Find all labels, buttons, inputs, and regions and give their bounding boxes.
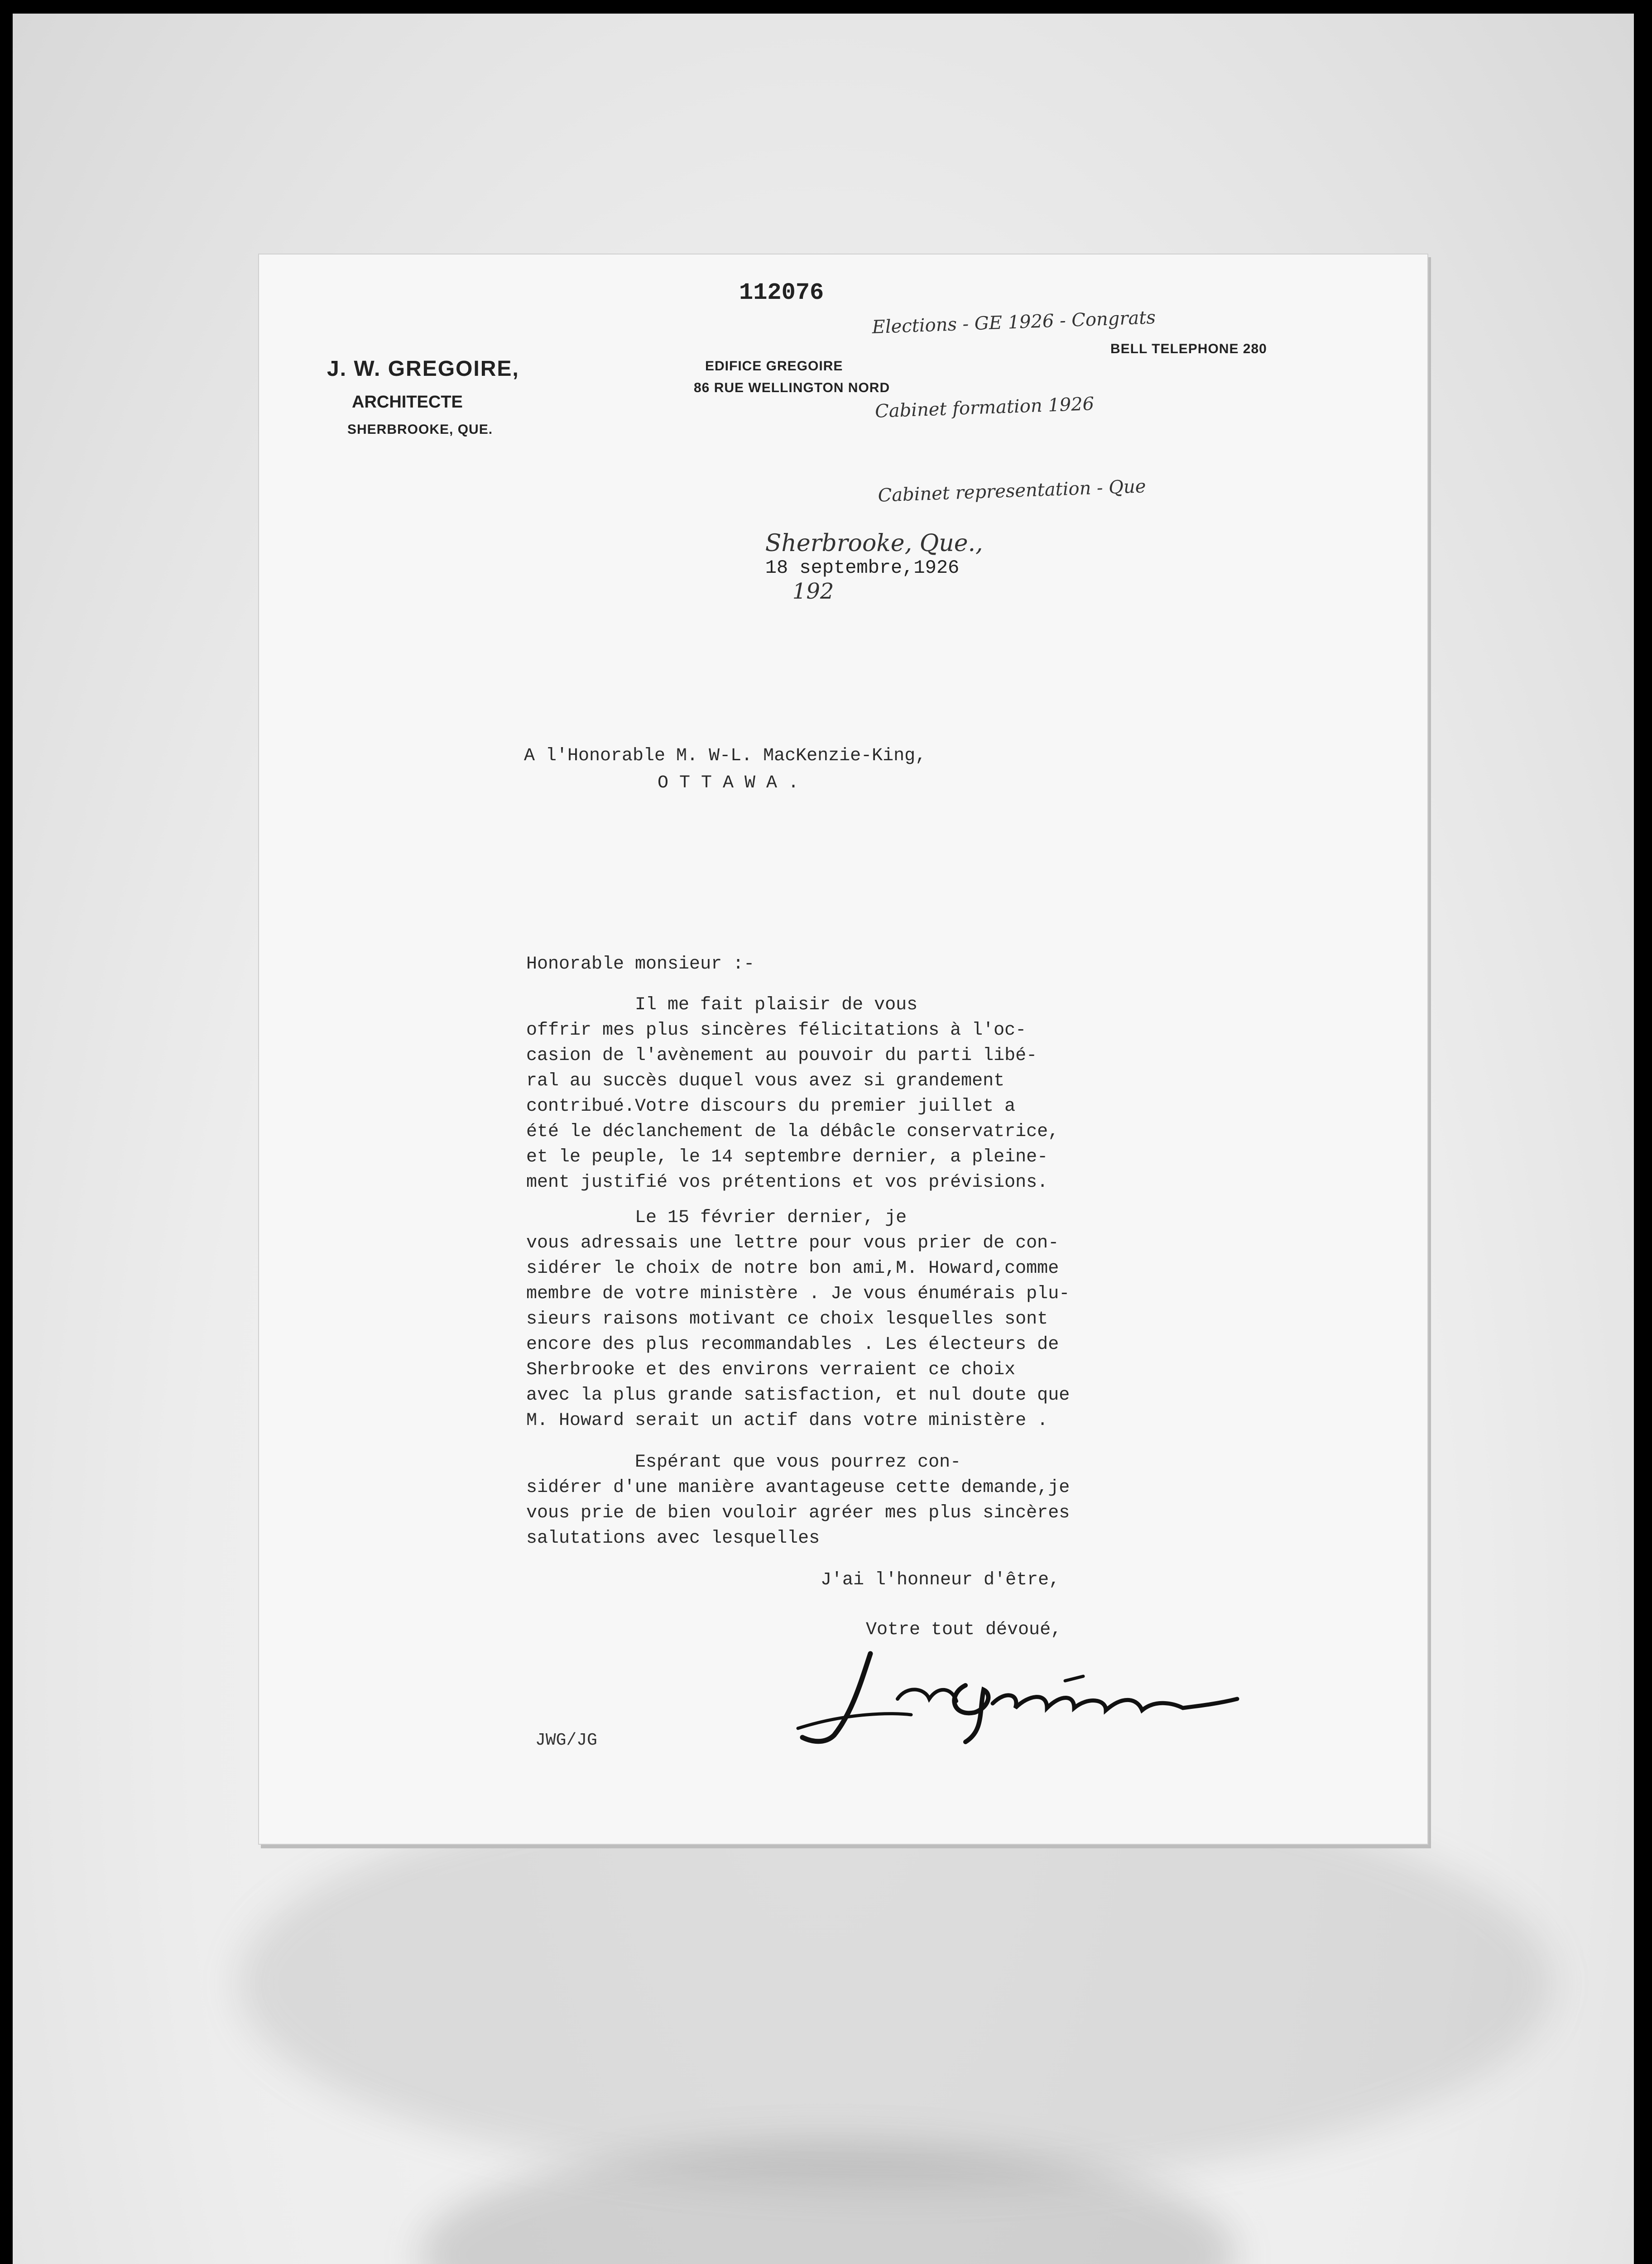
letterhead-building: EDIFICE GREGOIRE bbox=[705, 359, 843, 374]
signature bbox=[793, 1645, 1246, 1749]
letterhead-city: SHERBROOKE, QUE. bbox=[347, 422, 493, 437]
dateline-place: Sherbrooke, Que., bbox=[765, 530, 983, 557]
handwritten-note: Elections - GE 1926 - Congrats Cabinet formation 1926 Cabinet representation - Que bbox=[871, 307, 1156, 506]
closing-line-2: Votre tout dévoué, bbox=[866, 1620, 1062, 1640]
letterhead-title: ARCHITECTE bbox=[352, 393, 463, 412]
typist-initials: JWG/JG bbox=[535, 1731, 597, 1750]
paragraph-1: Il me fait plaisir de vous offrir mes plus sincères félicitations à l'oc- casion de l'avènement au pouvoir du parti libé- ral au succès duquel vous avez si grandement contribué.Votre discours du premier juillet a été le déclanchement de la débâcle conservatrice, et le peuple, le 14 septembre dernier, a pleine- ment justifié vos prétentions et vos prévisions. bbox=[526, 995, 1059, 1193]
letterhead-address: 86 RUE WELLINGTON NORD bbox=[694, 380, 890, 395]
file-number: 112076 bbox=[739, 279, 824, 306]
dateline-date: 18 septembre,1926 bbox=[765, 557, 960, 579]
recipient-line-2: O T T A W A . bbox=[658, 773, 799, 793]
paragraph-2: Le 15 février dernier, je vous adressais une lettre pour vous prier de con- sidérer le choix de notre bon ami,M. Howard,comme membre de votre ministère . Je vous énumérais plu- sieurs raisons motivant ce choix lesquelles sont encore des plus recommandables . Les électeurs de Sherbrooke et des environs verraient ce choix avec la plus grande satisfaction, et nul doute que M. Howard serait un actif dans votre ministère . bbox=[526, 1208, 1070, 1431]
salutation: Honorable monsieur :- bbox=[526, 954, 755, 974]
dateline-year-prefix: 192 bbox=[792, 579, 834, 604]
letterhead-name: J. W. GREGOIRE, bbox=[327, 357, 519, 381]
recipient-line-1: A l'Honorable M. W-L. MacKenzie-King, bbox=[524, 746, 927, 766]
letterhead-phone: BELL TELEPHONE 280 bbox=[1110, 341, 1267, 356]
closing-line-1: J'ai l'honneur d'être, bbox=[821, 1570, 1060, 1590]
paragraph-3: Espérant que vous pourrez con- sidérer d'une manière avantageuse cette demande,je vous prie de bien vouloir agréer mes plus sincères salutations avec lesquelles bbox=[526, 1452, 1070, 1549]
letter-sheet bbox=[258, 254, 1428, 1845]
dateline bbox=[757, 522, 983, 612]
